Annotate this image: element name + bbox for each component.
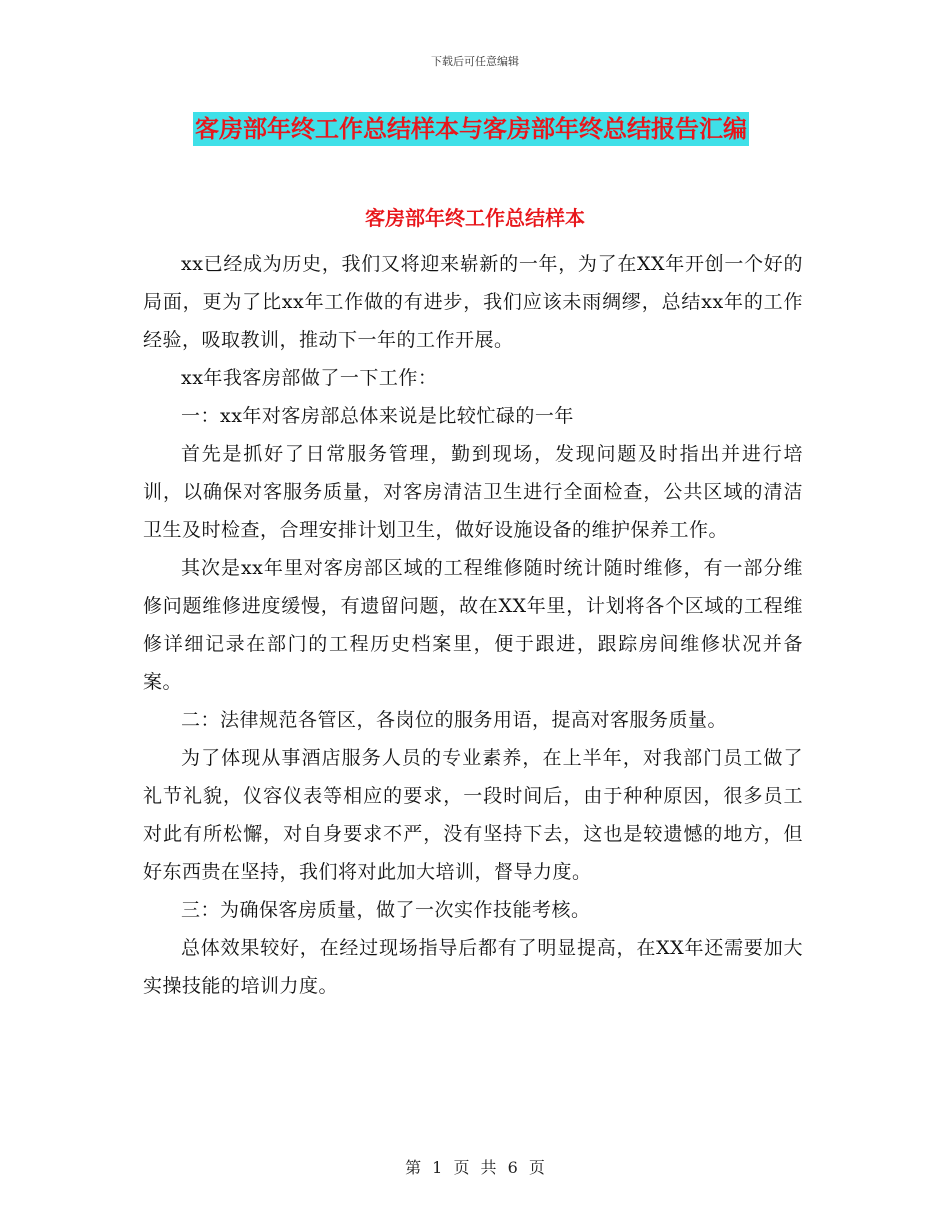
paragraph: 首先是抓好了日常服务管理，勤到现场，发现问题及时指出并进行培训，以确保对客服务质量，对客房清洁卫生进行全面检查，公共区域的清洁卫生及时检查，合理安排计划卫生，做好设施设备的维护保养工作。 xyxy=(143,443,803,541)
section-title: 客房部年终工作总结样本 xyxy=(365,206,585,230)
paragraph: 其次是xx年里对客房部区域的工程维修随时统计随时维修，有一部分维修问题维修进度缓慢，有遗留问题，故在XX年里，计划将各个区域的工程维修详细记录在部门的工程历史档案里，便于跟进，跟踪房间维修状况并备案。 xyxy=(143,557,803,693)
paragraph: 一：xx年对客房部总体来说是比较忙碌的一年 xyxy=(181,405,574,427)
page-number-footer: 第 1 页 共 6 页 xyxy=(405,1158,545,1177)
paragraph: 二：法律规范各管区，各岗位的服务用语，提高对客服务质量。 xyxy=(181,709,728,731)
header-note: 下载后可任意编辑 xyxy=(431,55,519,68)
document-body xyxy=(143,245,803,1005)
document-title: 客房部年终工作总结样本与客房部年终总结报告汇编 xyxy=(193,112,749,146)
paragraph: 三：为确保客房质量，做了一次实作技能考核。 xyxy=(181,899,591,921)
paragraph: 为了体现从事酒店服务人员的专业素养，在上半年，对我部门员工做了礼节礼貌，仪容仪表等相应的要求，一段时间后，由于种种原因，很多员工对此有所松懈，对自身要求不严，没有坚持下去，这也是较遗憾的地方，但好东西贵在坚持，我们将对此加大培训，督导力度。 xyxy=(143,747,803,883)
paragraph: xx已经成为历史，我们又将迎来崭新的一年，为了在XX年开创一个好的局面，更为了比xx年工作做的有进步，我们应该未雨绸缪，总结xx年的工作经验，吸取教训，推动下一年的工作开展。 xyxy=(143,253,803,351)
paragraph: 总体效果较好，在经过现场指导后都有了明显提高，在XX年还需要加大实操技能的培训力度。 xyxy=(143,937,803,997)
paragraph: xx年我客房部做了一下工作： xyxy=(181,367,438,389)
